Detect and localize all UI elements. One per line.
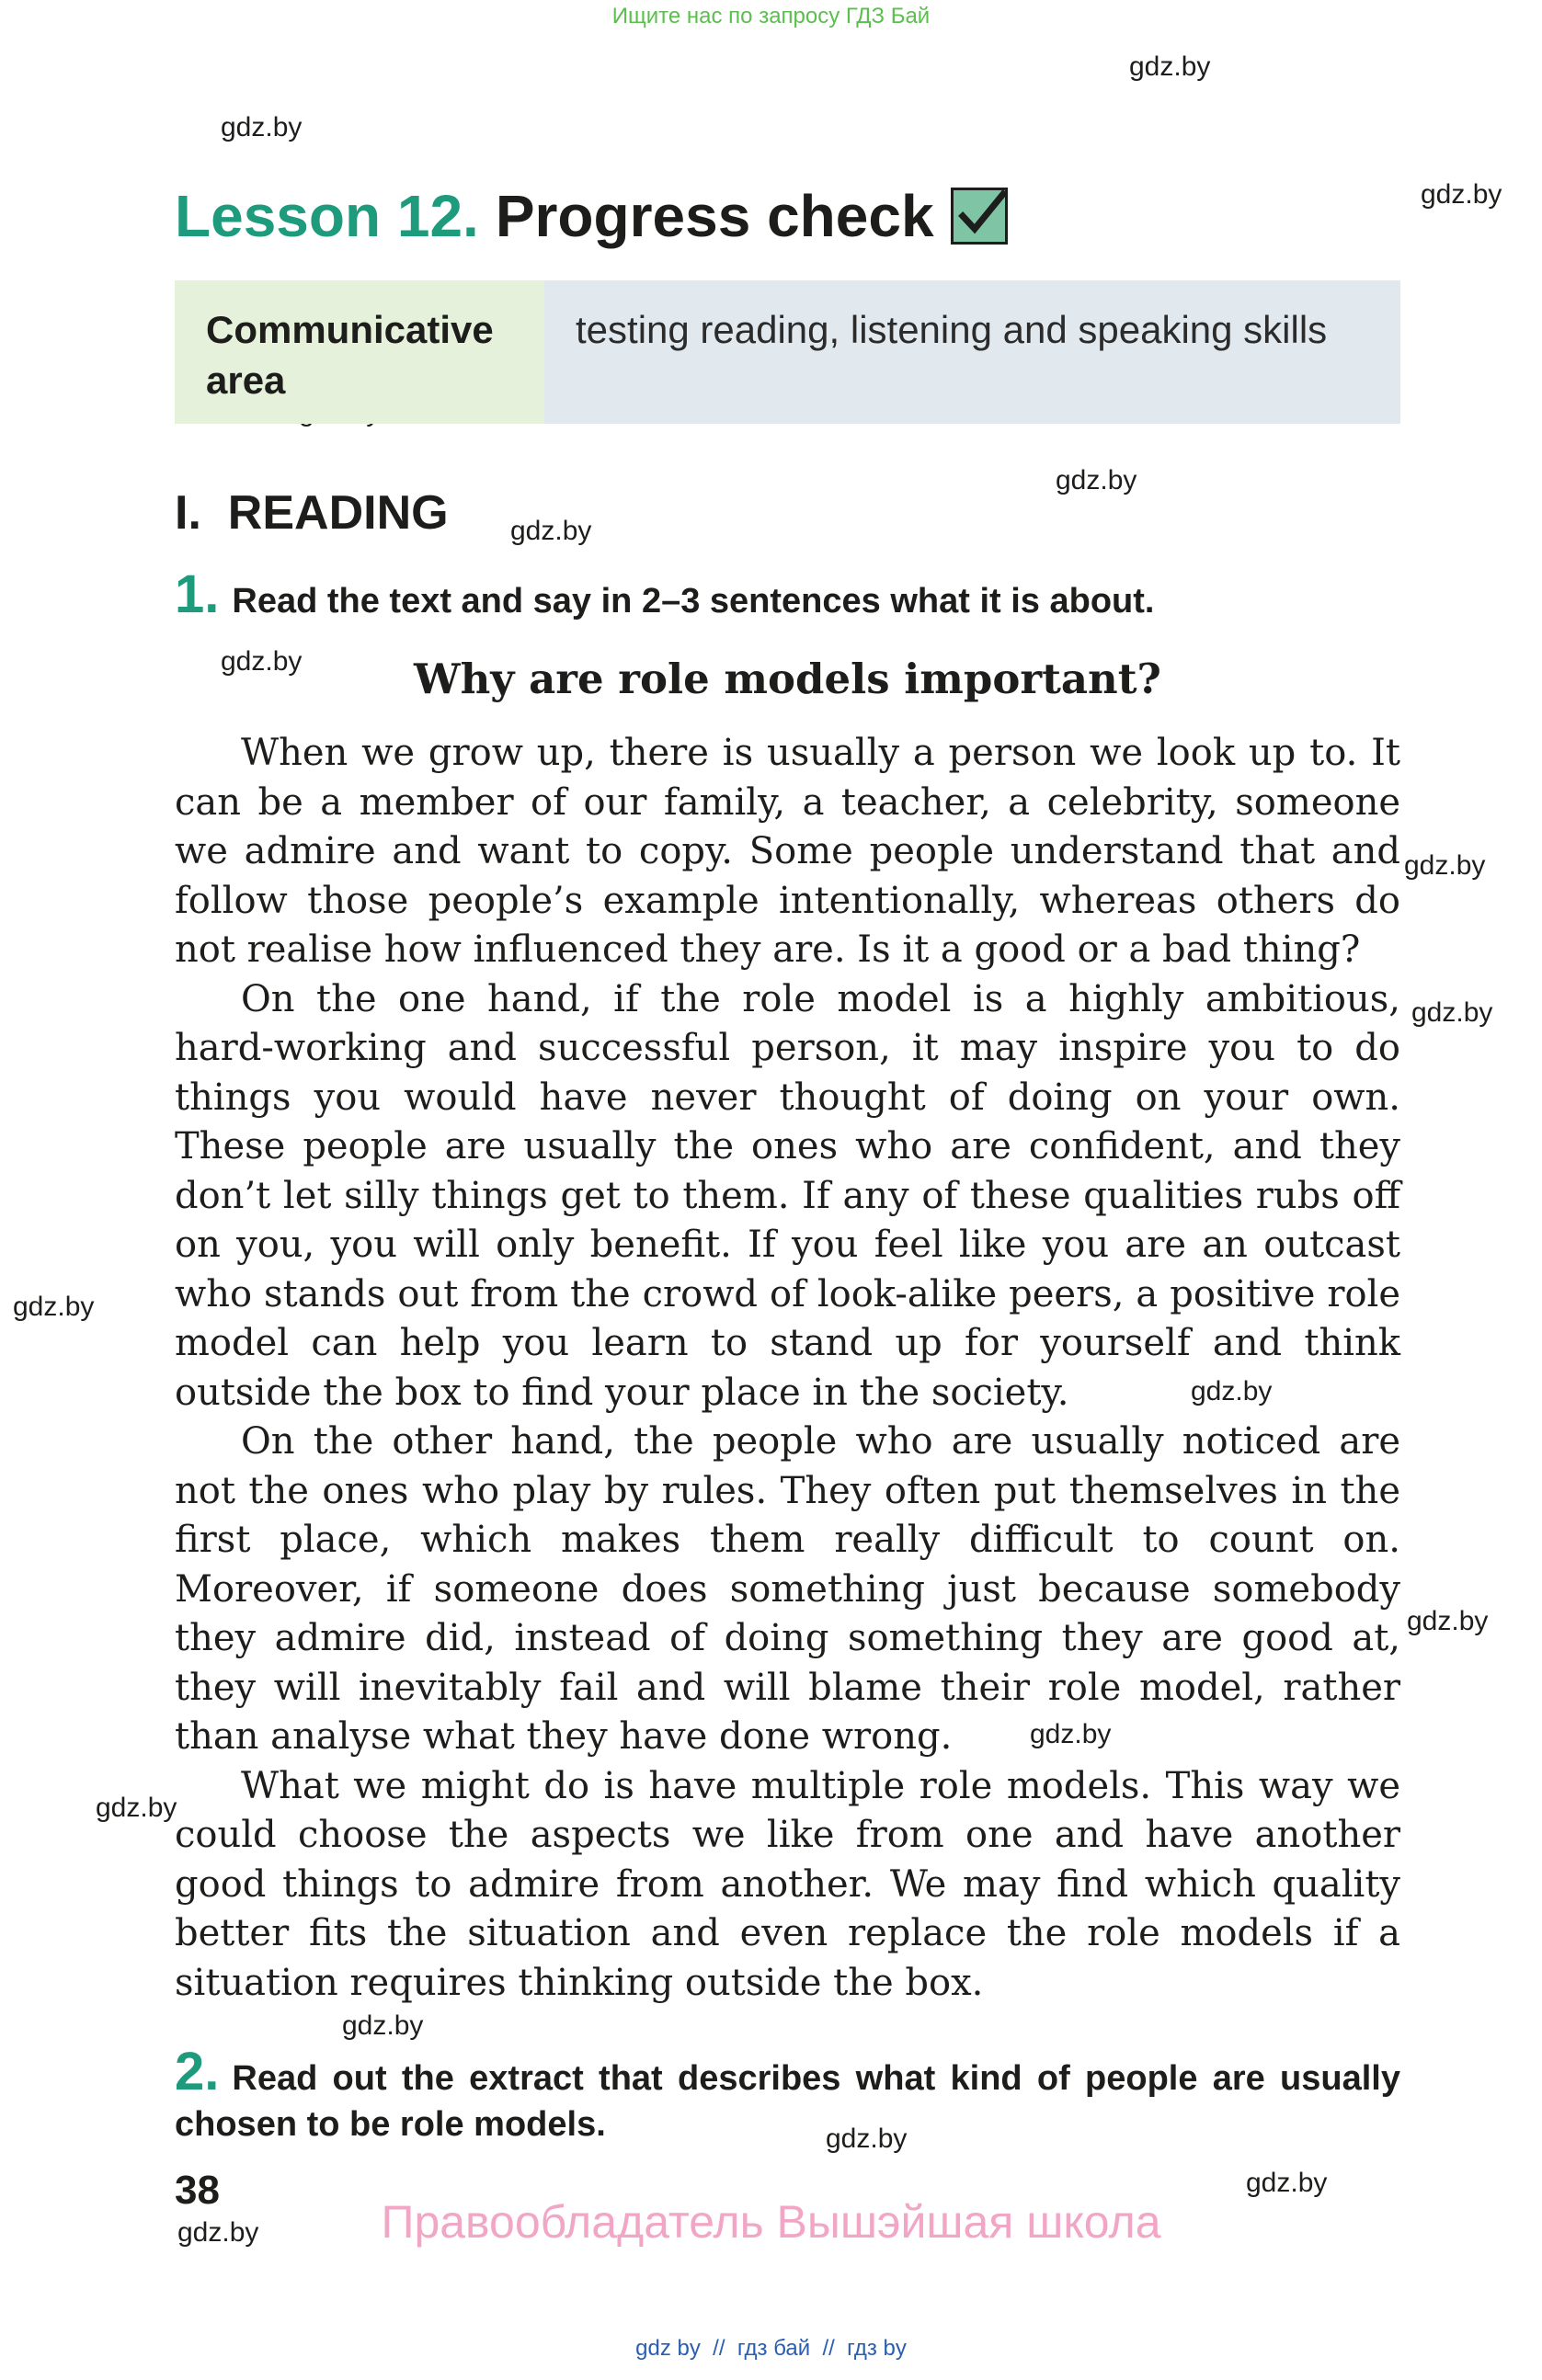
task-text: Read the text and say in 2–3 sentences what it is about.	[232, 582, 1155, 621]
watermark: gdz.by	[1421, 179, 1502, 210]
communicative-area-label: Communicative area	[175, 280, 544, 424]
task-number: 2.	[175, 2042, 220, 2101]
page-number: 38	[175, 2168, 220, 2213]
watermark: gdz.by	[1191, 1376, 1273, 1406]
communicative-area-description: testing reading, listening and speaking skills	[544, 280, 1400, 424]
watermark: gdz.by	[1056, 465, 1137, 495]
copyright-notice: Правообладатель Вышэйшая школа	[381, 2196, 1161, 2248]
checkbox-icon	[951, 188, 1008, 245]
lesson-title	[175, 182, 1008, 250]
watermark: gdz.by	[1411, 997, 1493, 1028]
watermark: gdz.by	[1129, 51, 1211, 82]
watermark: gdz.by	[96, 1793, 177, 1823]
watermark: gdz.by	[1404, 850, 1486, 881]
paragraph: On the one hand, if the role model is a highly ambitious, hard-working and successful person, it may inspire you to do things you would have never thought of doing on your own. These people are usually the ones who are confident, and they don’t let silly things get to them. If any of these qualities rubs off on you, you will only benefit. If you feel like you are an outcast who stands out from the crowd of look-alike peers, a positive role model can help you learn to stand up for yourself and think outside the box to find your place in the society.	[175, 977, 1400, 1414]
paragraph: What we might do is have multiple role models. This way we could choose the aspects we like from one and have another good things to admire from another. We may find which quality better fits the situation and even replace the role models if a situation requires thinking outside the box.	[175, 1764, 1400, 2004]
paragraph: On the other hand, the people who are usually noticed are not the ones who play by rules. They often put themselves in the first place, which makes them really difficult to count on. Moreover, if someone does something just because somebody they admire did, instead of doing something they are good at, they will inevitably fail and will blame their role model, rather than analyse what they have done wrong.	[175, 1420, 1400, 1758]
communicative-area-box	[175, 280, 1400, 424]
lesson-name: Progress check	[495, 183, 934, 249]
paragraph: When we grow up, there is usually a person we look up to. It can be a member of our family, a teacher, a celebrity, someone we admire and want to copy. Some people understand that and follow those people’s example intentionally, whereas others do not realise how influenced they are. Is it a good or a bad thing?	[175, 732, 1400, 971]
reading-text	[175, 729, 1400, 2008]
search-hint: Ищите нас по запросу ГДЗ Бай	[611, 4, 931, 28]
section-title: I. READING	[175, 486, 449, 540]
watermark: gdz.by	[826, 2124, 908, 2154]
watermark: gdz.by	[221, 646, 303, 677]
lesson-number: Lesson 12.	[175, 183, 479, 249]
watermark: gdz.by	[510, 516, 592, 546]
task-2	[175, 2042, 1400, 2147]
footer-links[interactable]: gdz by // гдз бай // гдз by	[635, 2336, 907, 2361]
watermark: gdz.by	[177, 2217, 259, 2248]
watermark: gdz.by	[1246, 2168, 1328, 2198]
task-text: Read out the extract that describes what kind of people are usually chosen to be role models.	[175, 2059, 1400, 2144]
text-title: Why are role models important?	[414, 655, 1161, 703]
watermark: gdz.by	[1407, 1606, 1489, 1636]
watermark: gdz.by	[221, 112, 303, 142]
watermark: gdz.by	[1030, 1719, 1112, 1749]
watermark: gdz.by	[13, 1292, 95, 1322]
task-number: 1.	[175, 564, 220, 624]
watermark: gdz.by	[342, 2010, 424, 2041]
task-1	[175, 564, 1400, 624]
